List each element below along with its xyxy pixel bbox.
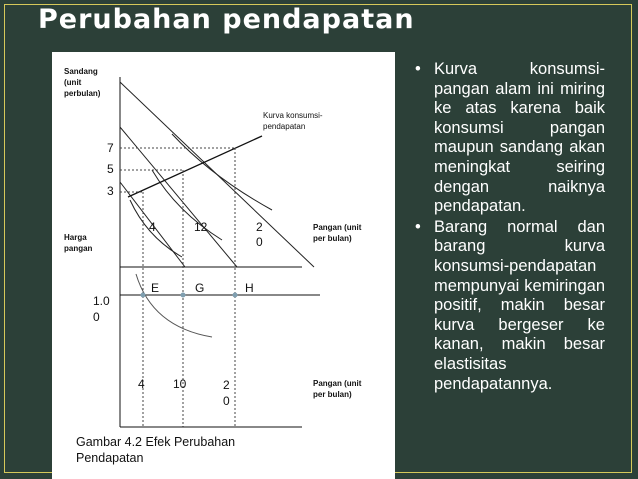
bullet-dot-icon: • <box>415 60 421 78</box>
bullet-text: Kurva konsumsi-pangan alam ini miring ke atas karena baik konsumsi pangan maupun sandang akan meningkat seiring dengan naiknya pendapatan. <box>434 60 605 216</box>
figure-caption: Gambar 4.2 Efek Perubahan Pendapatan <box>76 435 236 465</box>
bottom-x-tick-20: 2 0 <box>223 378 230 408</box>
curve-label: Kurva konsumsi-pendapatan <box>263 111 323 131</box>
bottom-x-tick-10: 10 <box>173 377 187 391</box>
point-h <box>233 293 238 298</box>
point-e <box>141 293 146 298</box>
bullet-text: Barang normal dan barang kurva konsumsi-pendapatan mempunyai kemiringan positif, makin besar kurva bergeser ke kanan, makin besar elastisitas pendapatannya. <box>434 217 605 393</box>
bottom-x-axis-label: Pangan (unit per bulan) <box>313 379 362 399</box>
indifference-curve-2 <box>152 170 222 240</box>
y-tick-7: 7 <box>107 141 114 155</box>
x-tick-20: 2 0 <box>256 220 263 249</box>
point-label-g: G <box>195 281 205 295</box>
slide-title: Perubahan pendapatan <box>38 4 415 35</box>
bottom-y-axis-label: Harga pangan <box>64 233 93 253</box>
bullet-list <box>415 60 605 395</box>
bullet-dot-icon: • <box>415 217 421 236</box>
x-tick-12: 12 <box>194 220 208 234</box>
bottom-x-tick-4: 4 <box>138 377 145 391</box>
price-tick: 1.0 0 <box>93 294 110 324</box>
bullet-item <box>415 218 605 394</box>
top-y-axis-label: Sandang (unit perbulan) <box>64 67 101 98</box>
point-label-e: E <box>151 281 160 295</box>
top-x-axis-label: Pangan (unit per bulan) <box>313 223 362 243</box>
y-tick-5: 5 <box>107 162 114 176</box>
bullet-item <box>415 60 605 217</box>
point-label-h: H <box>245 281 254 295</box>
figure-panel <box>52 52 395 479</box>
y-tick-3: 3 <box>107 184 114 198</box>
income-consumption-curve <box>128 136 262 197</box>
point-g <box>181 293 186 298</box>
x-tick-4: 4 <box>149 220 156 234</box>
